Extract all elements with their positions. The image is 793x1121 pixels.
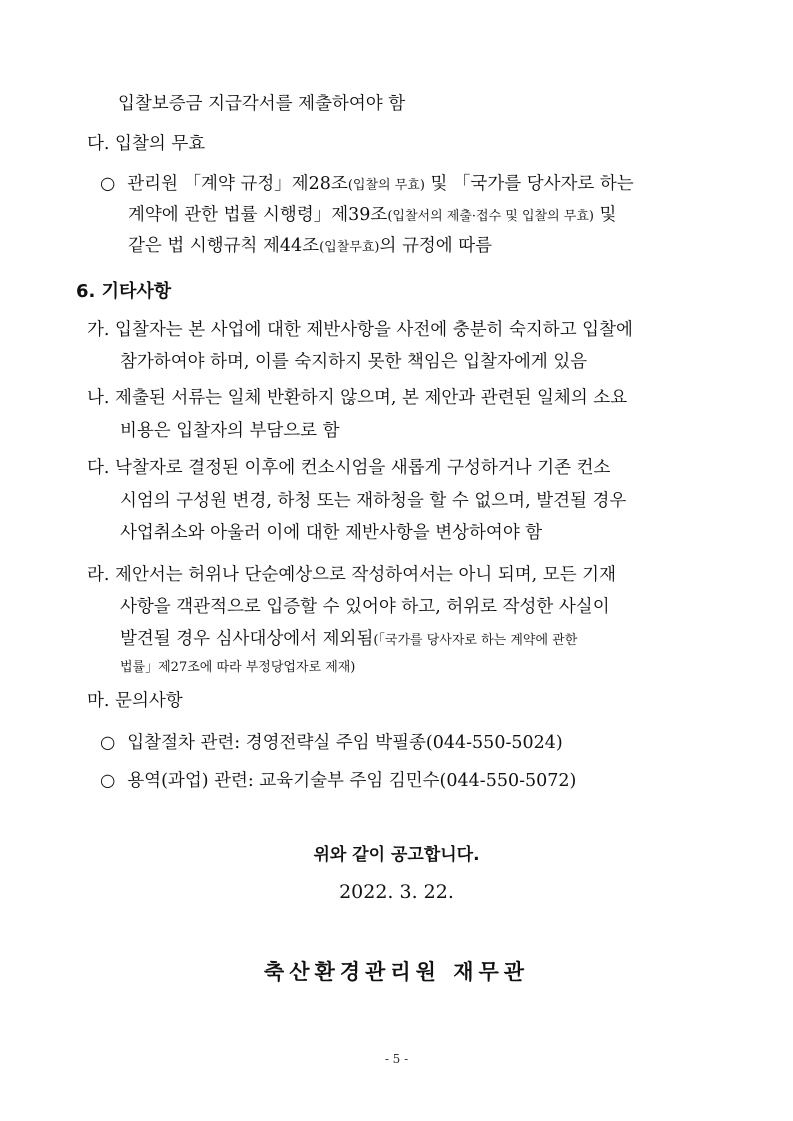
item-ra-line-3: 발견될 경우 심사대상에서 제외됨(「국가를 당사자로 하는 계약에 관한 xyxy=(120,629,578,649)
item-marker: 다. xyxy=(87,134,110,154)
item-da-line-1: 다. 낙찰자로 결정된 이후에 컨소시엄을 새롭게 구성하거나 기존 컨소 xyxy=(87,458,611,478)
announcement-date: 2022. 3. 22. xyxy=(339,881,454,903)
item-da-invalid-bid: 다. 입찰의 무효 xyxy=(87,134,206,154)
contact-service: ○ 용역(과업) 관련: 교육기술부 주임 김민수(044-550-5072) xyxy=(100,771,577,791)
item-na-line-1: 나. 제출된 서류는 일체 반환하지 않으며, 본 제안과 관련된 일체의 소요 xyxy=(87,388,628,408)
item-da-line-2: 시엄의 구성원 변경, 하청 또는 재하청을 할 수 없으며, 발견될 경우 xyxy=(120,491,627,511)
item-ga-line-2: 참가하여야 하며, 이를 숙지하지 못한 책임은 입찰자에게 있음 xyxy=(120,352,588,372)
invalid-bid-rule-line-1: ○ 관리원 「계약 규정」제28조(입찰의 무효) 및 「국가를 당사자로 하는 xyxy=(100,174,634,194)
section-6-heading: 6. 기타사항 xyxy=(76,281,172,302)
item-ra-line-4: 법률」제27조에 따라 부정당업자로 제재) xyxy=(120,660,356,675)
contact-bidding: ○ 입찰절차 관련: 경영전략실 주임 박필종(044-550-5024) xyxy=(100,733,563,753)
item-ra-line-2: 사항을 객관적으로 입증할 수 있어야 하고, 허위로 작성한 사실이 xyxy=(120,597,610,617)
item-marker: 가. xyxy=(87,320,110,340)
item-na-line-2: 비용은 입찰자의 부담으로 함 xyxy=(120,421,340,441)
item-marker: 마. xyxy=(87,691,110,711)
item-ga-line-1: 가. 입찰자는 본 사업에 대한 제반사항을 사전에 충분히 숙지하고 입찰에 xyxy=(87,320,633,340)
item-marker: 나. xyxy=(87,388,110,408)
item-ra-line-1: 라. 제안서는 허위나 단순예상으로 작성하여서는 아니 되며, 모든 기재 xyxy=(87,565,616,585)
circle-bullet-icon: ○ xyxy=(100,771,116,791)
item-da-line-3: 사업취소와 아울러 이에 대한 제반사항을 변상하여야 함 xyxy=(120,523,543,543)
bid-guarantee-line: 입찰보증금 지급각서를 제출하여야 함 xyxy=(118,94,406,114)
invalid-bid-rule-line-2: 계약에 관한 법률 시행령」제39조(입찰서의 제출·접수 및 입찰의 무효) 및 xyxy=(128,205,617,225)
circle-bullet-icon: ○ xyxy=(100,174,116,194)
page-number: - 5 - xyxy=(384,1052,409,1066)
invalid-bid-rule-line-3: 같은 법 시행규칙 제44조(입찰무효)의 규정에 따름 xyxy=(128,236,493,256)
circle-bullet-icon: ○ xyxy=(100,733,116,753)
closing-statement: 위와 같이 공고합니다. xyxy=(313,845,480,865)
issuing-organization: 축산환경관리원 재무관 xyxy=(263,960,530,984)
item-marker: 라. xyxy=(87,565,110,585)
item-ma-inquiries: 마. 문의사항 xyxy=(87,691,183,711)
item-marker: 다. xyxy=(87,458,110,478)
